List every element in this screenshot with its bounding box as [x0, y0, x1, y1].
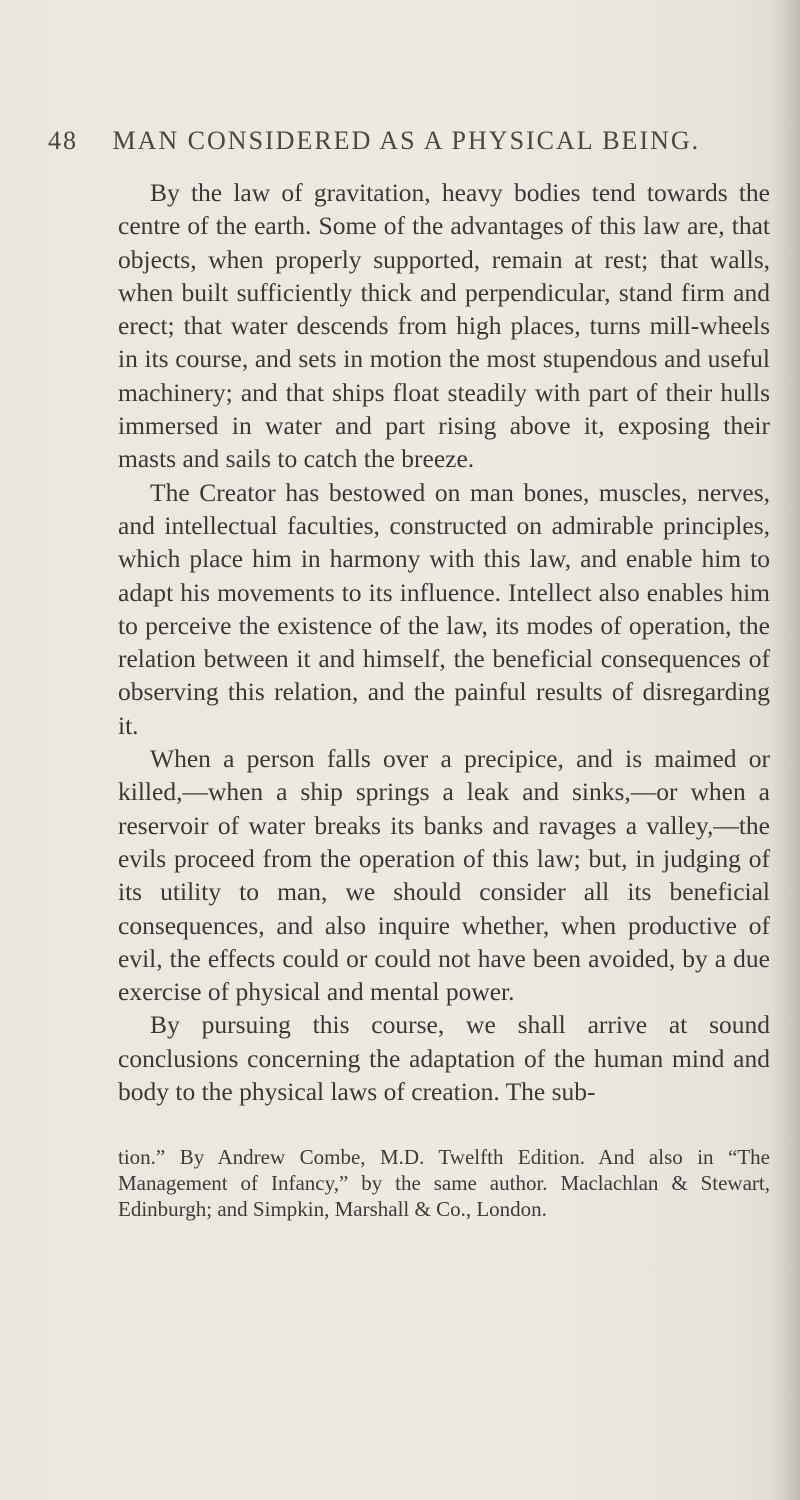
body-text	[118, 176, 770, 1108]
page-edge-shadow	[772, 0, 800, 1500]
running-title: MAN CONSIDERED AS A PHYSICAL BEING.	[112, 126, 701, 155]
footnote	[118, 1144, 770, 1222]
page-number: 48	[48, 126, 78, 155]
paragraph-precipice: When a person falls over a precipice, and is maimed or killed,—when a ship springs a leak and sinks,—or when a reservoir of water breaks its banks and ravages a valley,—the evils proceed from the operation of this law; but, in judging of its utility to man, we should consider all its beneficial consequences, and also inquire whether, when productive of evil, the effects could or could not have been avoided, by a due exercise of physical and mental power.	[118, 744, 770, 1007]
running-head	[48, 126, 748, 156]
paragraph-creator: The Creator has bestowed on man bones, muscles, nerves, and intellectual faculties, constructed on admirable principles, which place him in harmony with this law, and enable him to adapt his movements to its influence. Intellect also enables him to perceive the existence of the law, its modes of operation, the relation between it and himself, the beneficial consequences of observing this relation, and the painful results of disregarding it.	[118, 477, 770, 740]
paragraph-gravitation: By the law of gravitation, heavy bodies tend towards the centre of the earth. Some of the advantages of this law are, that objects, when properly supported, remain at rest; that walls, when built sufficiently thick and perpendicular, stand firm and erect; that water descends from high places, turns mill-wheels in its course, and sets in motion the most stupendous and useful machinery; and that ships float steadily with part of their hulls immersed in water and part rising above it, exposing their masts and sails to catch the breeze.	[118, 178, 770, 474]
paragraph-course: By pursuing this course, we shall arrive at sound conclusions concerning the adaptation of the human mind and body to the physical laws of creation. The sub-	[118, 1010, 770, 1107]
footnote-text: tion.” By Andrew Combe, M.D. Twelfth Edition. And also in “The Management of Infancy,” by the same author. Maclachlan & Stewart, Edinburgh; and Simpkin, Marshall & Co., London.	[118, 1145, 770, 1221]
